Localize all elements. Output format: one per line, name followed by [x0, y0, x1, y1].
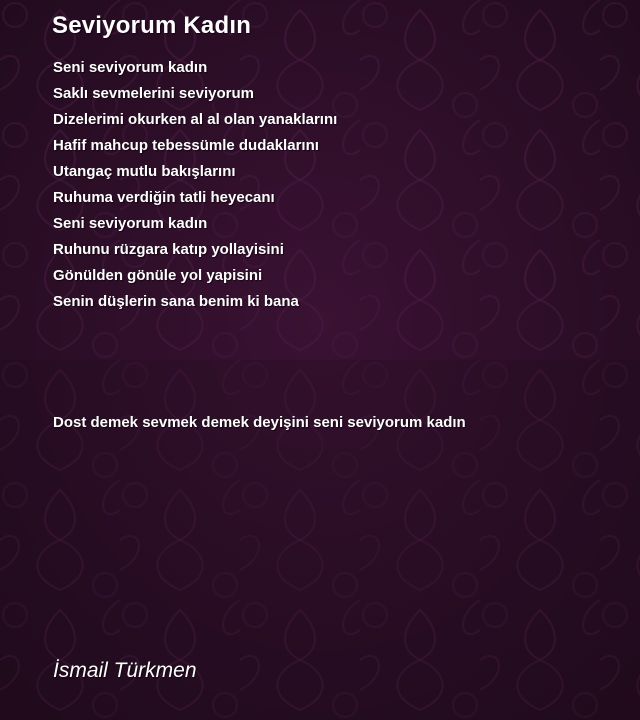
- poem-line: Utangaç mutlu bakışlarını: [53, 163, 236, 180]
- poem-line: Saklı sevmelerini seviyorum: [53, 85, 254, 102]
- poem-line: Ruhuma verdiğin tatli heyecanı: [53, 189, 275, 206]
- poem-line: Gönülden gönüle yol yapisini: [53, 267, 263, 284]
- poem-line: Dizelerimi okurken al al olan yanaklarını: [53, 111, 338, 128]
- poem-author: İsmail Türkmen: [53, 659, 197, 682]
- poem-line: Seni seviyorum kadın: [53, 59, 208, 76]
- poem-closing-line: Dost demek sevmek demek deyişini seni seviyorum kadın: [53, 414, 466, 431]
- poem-line: Senin düşlerin sana benim ki bana: [53, 293, 299, 310]
- poem-title: Seviyorum Kadın: [52, 12, 252, 39]
- poem-line: Hafif mahcup tebessümle dudaklarını: [53, 137, 319, 154]
- poem-body: [53, 55, 337, 315]
- poem-line: Ruhunu rüzgara katıp yollayisini: [53, 241, 284, 258]
- poem-line: Seni seviyorum kadın: [53, 215, 208, 232]
